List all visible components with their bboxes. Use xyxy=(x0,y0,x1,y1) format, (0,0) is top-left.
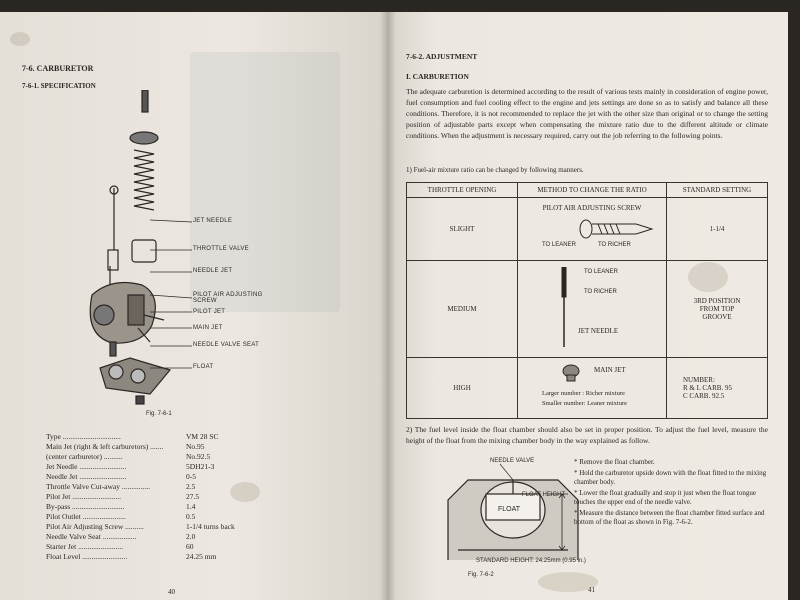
section-title: 7-6. CARBURETOR xyxy=(22,64,94,73)
procedure-steps xyxy=(574,458,772,527)
item-1: 1) Fuel-air mixture ratio can be changed by following manners. xyxy=(406,166,584,174)
callout-jet-needle: JET NEEDLE xyxy=(193,218,233,224)
pilot-screw-icon xyxy=(576,216,656,242)
stain xyxy=(10,32,30,46)
setting-cell: NUMBER: R & L CARB. 95 C CARB. 92.5 xyxy=(667,358,768,419)
section-title: 7-6-2. ADJUSTMENT xyxy=(406,52,478,61)
jet-needle-icon xyxy=(558,267,570,349)
subsection-title: I. CARBURETION xyxy=(406,72,469,81)
callout-needle-jet: NEEDLE JET xyxy=(193,268,233,274)
step-item: * Measure the distance between the float chamber fitted surface and bottom of the float as shown in Fig. 7-6-2. xyxy=(574,509,765,526)
opening-cell: SLIGHT xyxy=(407,198,518,261)
table-row xyxy=(407,261,768,358)
right-page xyxy=(388,12,788,600)
label-float: FLOAT xyxy=(498,506,521,513)
figure-caption: Fig. 7-6-2 xyxy=(468,572,494,578)
col-header: METHOD TO CHANGE THE RATIO xyxy=(518,183,667,198)
method-cell xyxy=(518,261,667,358)
step-item: * Lower the float gradually and stop it just when the float tongue touches the upper end of the needle valve. xyxy=(574,489,756,506)
callout-float: FLOAT xyxy=(193,364,214,370)
page-number: 41 xyxy=(588,586,595,594)
page-number: 40 xyxy=(168,588,175,596)
table-row xyxy=(407,198,768,261)
method-title: PILOT AIR ADJUSTING SCREW xyxy=(542,204,642,212)
method-cell xyxy=(518,358,667,419)
smaller-number-note: Smaller number: Leaner mixture xyxy=(542,400,628,407)
method-cell xyxy=(518,198,667,261)
opening-cell: HIGH xyxy=(407,358,518,419)
setting-cell: 1-1/4 xyxy=(667,198,768,261)
book-spine xyxy=(380,12,396,600)
label-needle-valve: NEEDLE VALVE xyxy=(490,458,535,464)
to-richer-label: TO RICHER xyxy=(584,289,617,295)
to-richer-label: TO RICHER xyxy=(598,242,631,248)
label-float-height: FLOAT HEIGHT xyxy=(522,492,566,498)
figure-caption: Fig. 7-6-1 xyxy=(146,411,172,417)
callout-pilot-jet: PILOT JET xyxy=(193,309,226,315)
method-title: MAIN JET xyxy=(594,366,626,374)
opening-cell: MEDIUM xyxy=(407,261,518,358)
callout-main-jet: MAIN JET xyxy=(193,325,223,331)
callout-needle-valve-seat: NEEDLE VALVE SEAT xyxy=(193,342,260,348)
subsection-title: 7-6-1. SPECIFICATION xyxy=(22,82,96,90)
step-item: * Remove the float chamber. xyxy=(574,458,655,466)
spec-list: Type ............................... VM 28 SC Main Jet (right & left carburetors) ....... No.95 (center carburetor) .......... No.92.5 Jet Needle ......................... 5DH21-3 Needle Jet ......................... 0-5 Throttle Valve Cut-away ............... 2.5 Pilot Jet .......................... 27.5 By-pass ............................ 1.4 Pilot Outlet ....................... 0.5 Pilot Air Adjusting Screw .......... 1-1/4 turns back Needle Valve Seat .................. 2.0 Starter Jet ........................ 60 Float Level ........................ 24.25 mm xyxy=(46,432,235,561)
callout-throttle-valve: THROTTLE VALVE xyxy=(193,246,249,252)
step-item: * Hold the carburetor upside down with the float fitted to the mixing chamber body. xyxy=(574,469,767,486)
table-header-row xyxy=(407,183,768,198)
method-title: JET NEEDLE xyxy=(578,327,619,335)
mixture-ratio-table xyxy=(406,182,768,419)
left-page xyxy=(0,12,388,600)
col-header: STANDARD SETTING xyxy=(667,183,768,198)
col-header: THROTTLE OPENING xyxy=(407,183,518,198)
to-leaner-label: TO LEANER xyxy=(584,269,618,275)
intro-paragraph: The adequate carburetion is determined according to the result of various tests mainly in consideration of engine power, fuel consumption and fuel cooling effect to the engine and jets settings are done so as to satisfy and balance all these conditions. Therefore, it is not recommended to replace the jet with the other size than original or to change the setting position of adjustable parts except when compensating the mixture ratio due to the different altitude or climate conditions. When the adjustment is necessary required, carry out the job referring to the following points. xyxy=(406,87,768,140)
table-row xyxy=(407,358,768,419)
label-standard-height: STANDARD HEIGHT: 24.25mm (0.95 in.) xyxy=(476,558,586,564)
to-leaner-label: TO LEANER xyxy=(542,242,576,248)
callout-pilot-air-screw: PILOT AIR ADJUSTING SCREW xyxy=(193,292,263,304)
setting-cell: 3RD POSITION FROM TOP GROOVE xyxy=(667,261,768,358)
larger-number-note: Larger number : Richer mixture xyxy=(542,390,625,397)
item-2: 2) The fuel level inside the float chamber should also be set in proper position. To adjust the fuel level, measure the height of the float from the mixing chamber body in the way explained as follow. xyxy=(406,425,768,445)
main-jet-icon xyxy=(560,364,582,382)
